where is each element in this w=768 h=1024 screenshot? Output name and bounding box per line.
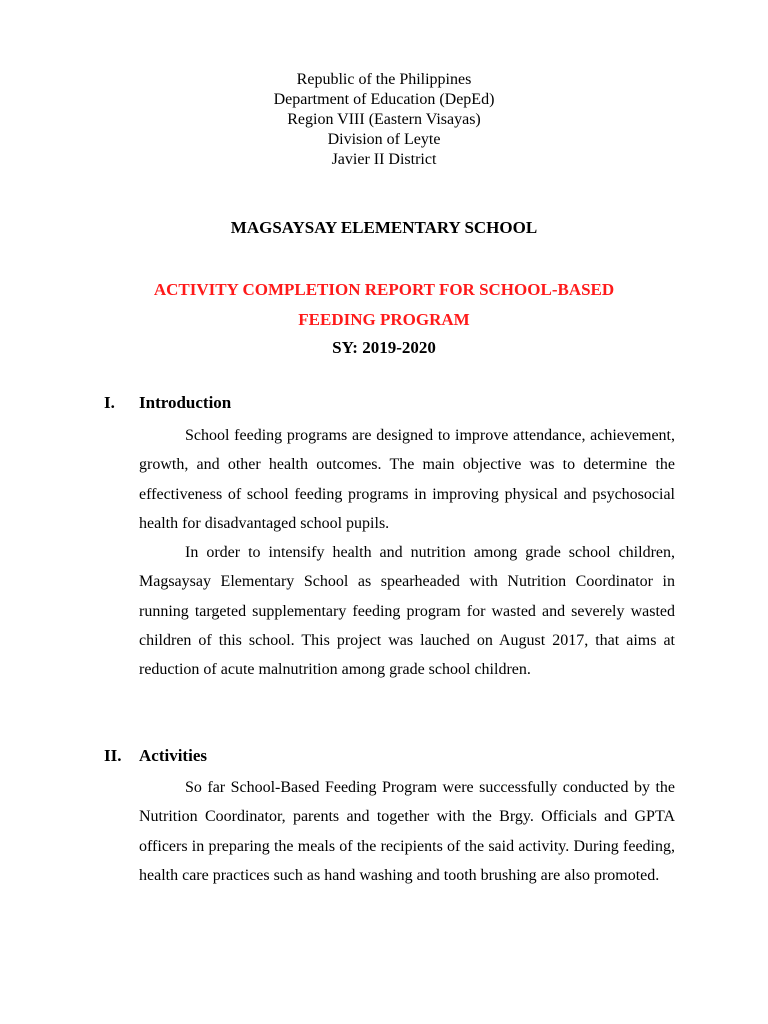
letterhead-line-division: Division of Leyte xyxy=(327,131,441,148)
report-title-line-2: FEEDING PROGRAM xyxy=(298,310,470,329)
section-body xyxy=(139,421,675,685)
letterhead-line-republic: Republic of the Philippines xyxy=(296,71,472,88)
school-year: SY: 2019-2020 xyxy=(332,338,436,357)
section-number: I. xyxy=(104,393,115,412)
section-heading xyxy=(0,744,768,768)
letterhead-line-department: Department of Education (DepEd) xyxy=(273,91,495,108)
letterhead xyxy=(0,70,768,170)
section-title: Introduction xyxy=(139,393,232,412)
report-title xyxy=(0,275,768,335)
section-heading xyxy=(0,391,768,415)
letterhead-line-district: Javier II District xyxy=(331,151,437,168)
paragraph: So far School-Based Feeding Program were successfully conducted by the Nutrition Coordinator, parents and together with the Brgy. Officials and GPTA officers in preparing the meals of the recipients of the said activity. During feeding, health care practices such as hand washing and tooth brushing are also promoted. xyxy=(139,779,675,884)
paragraph: In order to intensify health and nutrition among grade school children, Magsaysay Elementary School as spearheaded with Nutrition Coordinator in running targeted supplementary feeding program for wasted and severely wasted children of this school. This project was lauched on August 2017, that aims at reduction of acute malnutrition among grade school children. xyxy=(139,544,675,679)
section-title: Activities xyxy=(139,746,207,765)
section-body xyxy=(139,773,675,890)
letterhead-line-region: Region VIII (Eastern Visayas) xyxy=(287,111,481,128)
report-title-line-1: ACTIVITY COMPLETION REPORT FOR SCHOOL-BASED xyxy=(153,280,615,299)
school-name: MAGSAYSAY ELEMENTARY SCHOOL xyxy=(230,218,538,237)
section-number: II. xyxy=(104,746,122,765)
section-introduction xyxy=(0,391,768,685)
section-activities xyxy=(0,744,768,890)
paragraph: School feeding programs are designed to improve attendance, achievement, growth, and other health outcomes. The main objective was to determine the effectiveness of school feeding programs in improving physical and psychosocial health for disadvantaged school pupils. xyxy=(139,427,675,532)
